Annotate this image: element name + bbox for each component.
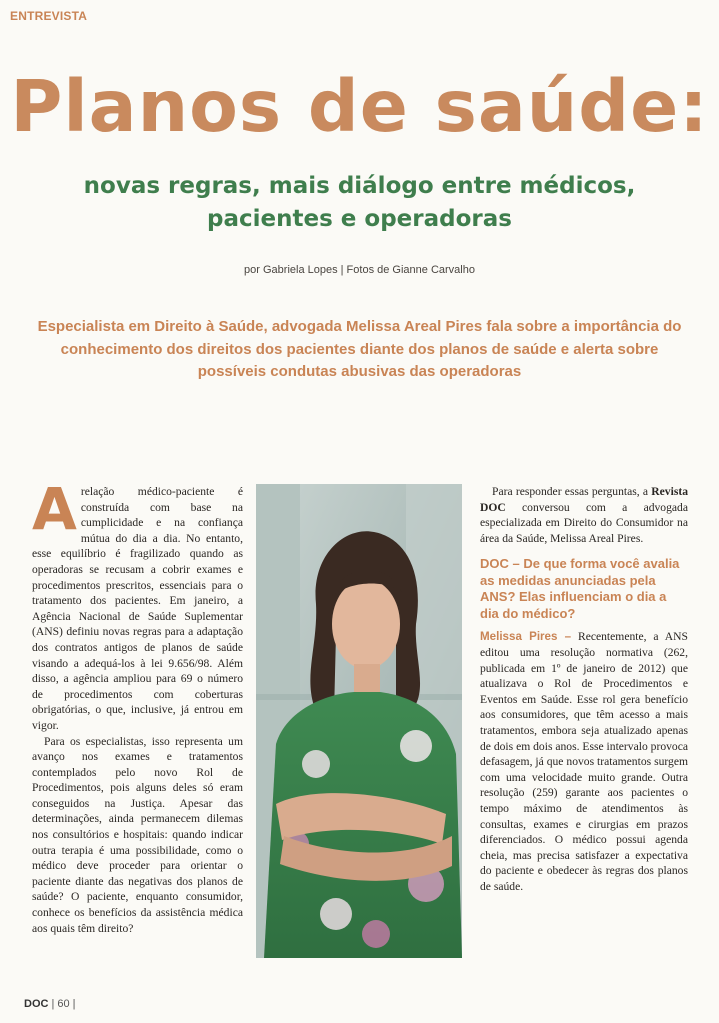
- left-column: [32, 475, 243, 936]
- page-number: | 60 |: [51, 998, 76, 1010]
- article-title: Planos de saúde:: [10, 65, 709, 148]
- subtitle-line-1: novas regras, mais diálogo entre médicos,: [83, 173, 636, 199]
- answer-text: Recentemente, a ANS editou uma resolução normativa (262, publicada em 1º de janeiro de 2012) que atualizava o Rol de Procedimentos e Eventos em Saúde. Esse rol gera benefício aos consumidores, que têm acesso a mais tratamentos, embora seja atualizado apenas de dois em dois anos. Esse intervalo provoca defasagem, já que novos tratamentos surgem com uma velocidade muito grande. Outra resolução (259) garante aos pacientes o tempo máximo de atendimentos às consultas, exames e cirurgias em prazos diferenciados. O médico possui agenda cheia, mas precisa satisfazer a expectativa do paciente e obedecer às regras dos planos de saúde.: [480, 630, 688, 893]
- interview-question: DOC – De que forma você avalia as medidas anunciadas pela ANS? Elas influenciam o dia a dia do médico?: [480, 556, 680, 621]
- right-intro: [480, 484, 688, 546]
- magazine-name: Revista DOC: [480, 485, 688, 514]
- left-paragraph-1-text: relação médico-paciente é construída com base na cumplicidade e na confiança mútua do dia a dia. No entanto, esse equilíbrio é fragilizado quando as operadoras se recusam a cobrir exames e procedimentos prescritos, essenciais para o tratamento dos pacientes. Em janeiro, a Agência Nacional de Saúde Suplementar (ANS) definiu novas regras para a adaptação dos contratos antigos de planos de saúde visando a adequá-los à lei 9.656/98. Além disso, a agência ampliou para 69 o número de procedimentos com coberturas obrigatórias, o que, inclusive, já entrou em vigor.: [32, 485, 243, 732]
- interview-answer: [480, 629, 688, 894]
- subtitle-line-2: pacientes e operadoras: [207, 206, 512, 232]
- section-tag: ENTREVISTA: [10, 9, 88, 23]
- drop-cap: A: [32, 475, 77, 543]
- byline: por Gabriela Lopes | Fotos de Gianne Carvalho: [244, 264, 475, 276]
- left-paragraph-2: Para os especialistas, isso representa um avanço nos exames e tratamentos contemplados pelo novo Rol de Procedimentos, pois alguns deles só eram conseguidos na Justiça. Apesar das determinações, ainda permanecem dilemas nos consultórios e hospitais: quando indicar outra terapia é uma possibilidade, como o médico deve proceder para orientar o paciente diante das negativas dos planos de saúde? O paciente, enquanto consumidor, conhece os benefícios da assistência médica aos quais têm direito?: [32, 734, 243, 935]
- article-subtitle: [0, 170, 719, 236]
- footer-brand: DOC: [24, 998, 49, 1010]
- right-column: [480, 484, 688, 894]
- right-intro-after: conversou com a advogada especializada em Direito do Consumidor na área da Saúde, Melissa Areal Pires.: [480, 500, 688, 545]
- portrait-photo: [256, 484, 462, 958]
- right-intro-before: Para responder essas perguntas, a: [492, 485, 652, 498]
- speaker-label: Melissa Pires –: [480, 630, 572, 644]
- lede-paragraph: Especialista em Direito à Saúde, advogada Melissa Areal Pires fala sobre a importância do conhecimento dos direitos dos pacientes diante dos planos de saúde e alerta sobre possíveis condutas abusivas das operadoras: [37, 318, 682, 380]
- page-footer: [24, 998, 76, 1010]
- left-paragraph-1: [32, 475, 243, 734]
